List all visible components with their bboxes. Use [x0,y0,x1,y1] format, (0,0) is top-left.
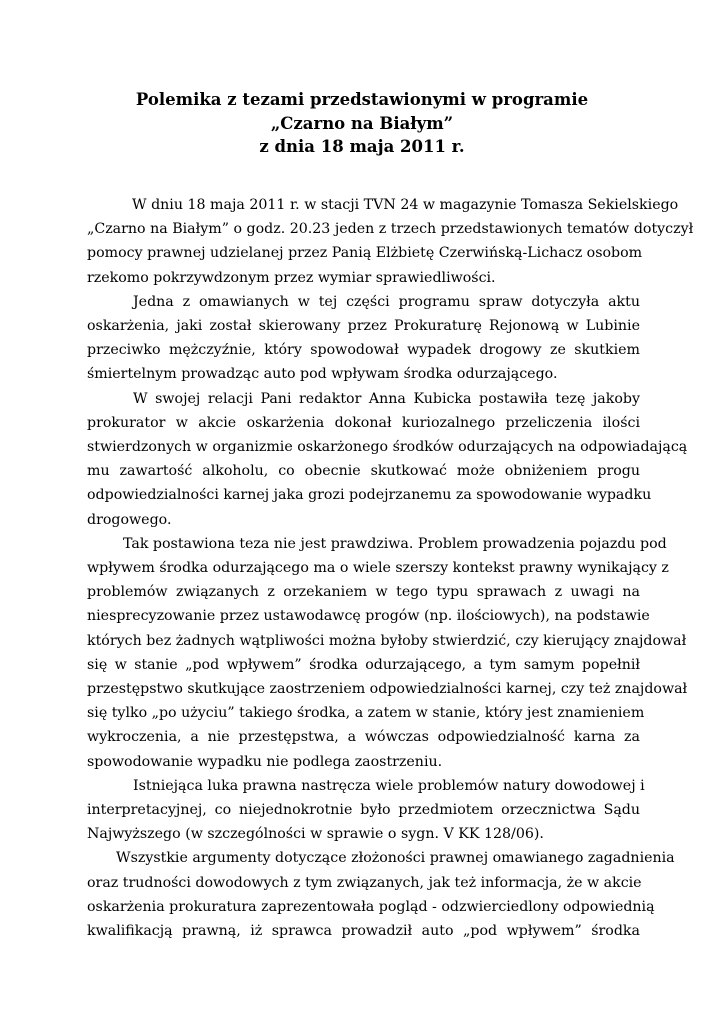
text-line: oskarżenia, jaki został skierowany przez Prokuraturę Rejonową w Lubinie [87,318,640,335]
title-line-3: z dnia 18 maja 2011 r. [259,137,465,156]
text-line: stwierdzonych w organizmie oskarżonego środków odurzających na odpowiadającą [87,439,688,456]
text-line: wpływem środka odurzającego ma o wiele szerszy kontekst prawny wynikający z [87,560,669,577]
text-line: których bez żadnych wątpliwości można byłoby stwierdzić, czy kierujący znajdował [87,632,687,649]
text-line: Tak postawiona teza nie jest prawdziwa. Problem prowadzenia pojazdu pod [123,535,667,552]
text-line: Istniejąca luka prawna nastręcza wiele problemów natury dowodowej i [133,777,645,794]
title-line-1: Polemika z tezami przedstawionymi w programie [135,90,589,109]
text-line: drogowego. [87,511,172,528]
title-line-2: „Czarno na Białym” [270,113,454,133]
text-line: Najwyższego (w szczególności w sprawie o sygn. V KK 128/06). [87,826,544,843]
text-line: problemów związanych z orzekaniem w tego typu sprawach z uwagi na [87,584,640,601]
text-line: mu zawartość alkoholu, co obecnie skutkować może obniżeniem progu [87,463,640,480]
text-line: śmiertelnym prowadząc auto pod wpływam środka odurzającego. [87,366,558,383]
paragraph-2 [87,290,640,387]
text-line: interpretacyjnej, co niejednokrotnie było przedmiotem orzecznictwa Sądu [87,802,640,819]
text-line: Wszystkie argumenty dotyczące złożoności prawnej omawianego zagadnienia [116,850,675,867]
paragraph-4 [87,532,688,774]
text-line: pomocy prawnej udzielanej przez Panią Elżbietę Czerwińską-Lichacz osobom [87,245,643,262]
text-line: Jedna z omawianych w tej części programu spraw dotyczyła aktu [133,293,640,310]
document-title [0,88,724,159]
paragraph-1 [87,193,694,290]
text-line: niesprecyzowanie przez ustawodawcę progów (np. ilościowych), na podstawie [87,608,650,625]
document-body [87,193,694,943]
text-line: się tylko „po użyciu” takiego środka, a zatem w stanie, który jest znamieniem [87,705,645,722]
text-line: W swojej relacji Pani redaktor Anna Kubicka postawiła tezę jakoby [133,390,640,407]
paragraph-6 [87,846,675,943]
text-line: prokurator w akcie oskarżenia dokonał kuriozalnego przeliczenia ilości [87,414,640,431]
paragraph-5 [87,774,645,847]
text-line: oskarżenia prokuratura zaprezentowała pogląd - odzwierciedlony odpowiednią [87,898,655,915]
text-line: „Czarno na Białym” o godz. 20.23 jeden z trzech przedstawionych tematów dotyczył [87,221,694,238]
paragraph-3 [87,387,688,532]
text-line: przestępstwo skutkujące zaostrzeniem odpowiedzialności karnej, czy też znajdował [87,681,688,698]
text-line: W dniu 18 maja 2011 r. w stacji TVN 24 w magazynie Tomasza Sekielskiego [132,197,679,213]
text-line: kwalifikacją prawną, iż sprawca prowadził auto „pod wpływem” środka [87,923,640,940]
text-line: odpowiedzialności karnej jaka grozi podejrzanemu za spowodowanie wypadku [87,487,652,504]
text-line: spowodowanie wypadku nie podlega zaostrzeniu. [87,753,443,770]
text-line: oraz trudności dowodowych z tym związanych, jak też informacja, że w akcie [87,874,642,891]
text-line: rzekomo pokrzywdzonym przez wymiar sprawiedliwości. [87,269,496,286]
text-line: się w stanie „pod wpływem” środka odurzającego, a tym samym popełnił [87,656,640,673]
text-line: przeciwko mężczyźnie, który spowodował wypadek drogowy ze skutkiem [87,342,640,359]
text-line: wykroczenia, a nie przestępstwa, a wówczas odpowiedzialność karna za [87,729,640,746]
